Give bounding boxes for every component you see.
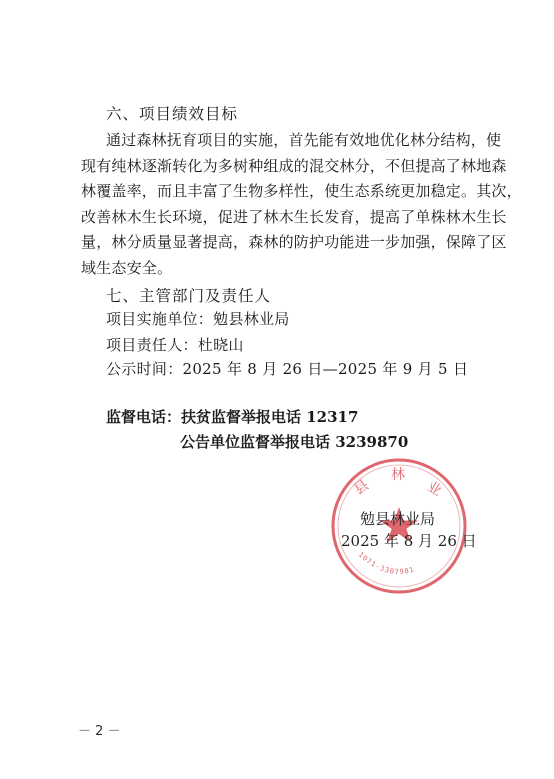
section-6-heading: 六、项目绩效目标 — [106, 105, 239, 123]
svg-text:林: 林 — [391, 467, 405, 483]
implementing-unit: 项目实施单位：勉县林业局 — [106, 310, 290, 328]
svg-text:县: 县 — [351, 477, 372, 499]
publicity-period: 公示时间：2025 年 8 月 26 日—2025 年 9 月 5 日 — [106, 360, 469, 378]
paragraph-line-3: 林覆盖率，而且丰富了生物多样性，使生态系统更加稳定。其次， — [81, 182, 522, 200]
section-6-paragraph — [81, 128, 522, 281]
responsible-person: 项目责任人：杜晓山 — [106, 336, 244, 354]
paragraph-line-2: 现有纯林逐渐转化为多树种组成的混交林分，不但提高了林地森 — [81, 156, 507, 175]
supervision-hotline-2: 公告单位监督举报电话 3239870 — [180, 433, 409, 451]
page-number: － 2 － — [78, 724, 121, 739]
svg-text:业: 业 — [424, 478, 445, 500]
section-7-heading: 七、主管部门及责任人 — [106, 287, 272, 305]
signing-date: 2025 年 8 月 26 日 — [341, 532, 477, 550]
signing-organization: 勉县林业局 — [360, 510, 436, 528]
paragraph-line-5: 量，林分质量显著提高，森林的防护功能进一步加强，保障了区 — [81, 233, 507, 251]
paragraph-line-1: 通过森林抚育项目的实施，首先能有效地优化林分结构，使 — [106, 131, 502, 149]
svg-text:1071-3307981: 1071-3307981 — [356, 550, 416, 577]
supervision-hotline-1: 监督电话：扶贫监督举报电话 12317 — [106, 408, 359, 426]
paragraph-line-4: 改善林木生长环境，促进了林木生长发育，提高了单株林木生长 — [81, 207, 507, 226]
paragraph-line-6: 域生态安全。 — [81, 258, 173, 277]
